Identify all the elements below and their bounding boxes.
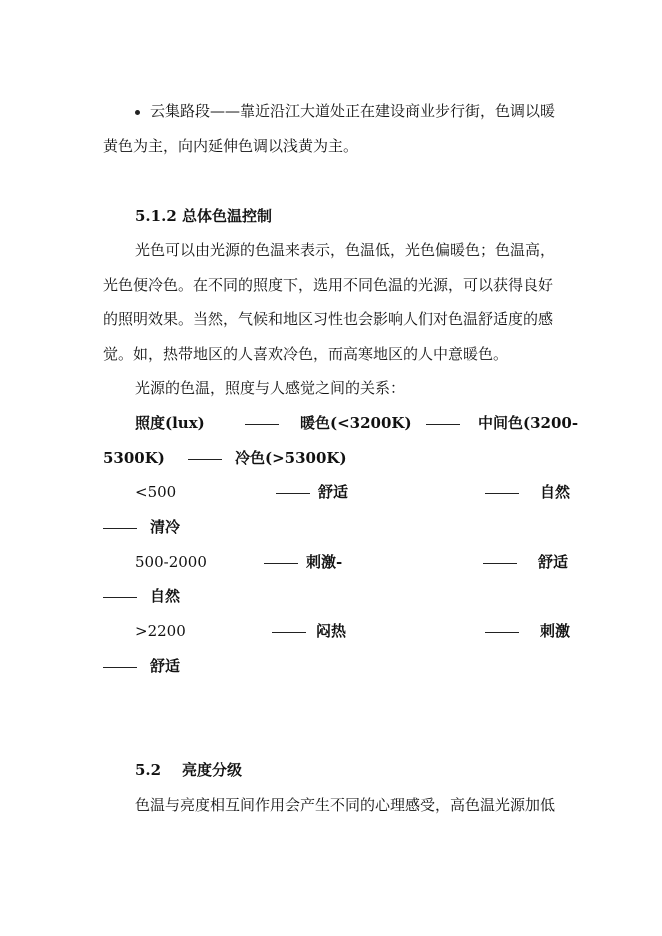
section-heading-512: 5.1.2 总体色温控制 — [135, 207, 272, 225]
dash — [103, 517, 137, 537]
header-mid-b: 5300K) — [103, 449, 165, 467]
header-cool: 冷色(>5300K) — [235, 449, 347, 467]
row-lux: 500-2000 — [135, 553, 207, 571]
header-lux: 照度(lux) — [135, 414, 205, 432]
dash — [264, 552, 298, 572]
bullet-icon — [135, 110, 140, 115]
dash — [245, 413, 279, 433]
row-mid: 自然 — [540, 483, 571, 501]
row-warm: 舒适 — [318, 483, 349, 501]
section-52-para: 色温与亮度相互间作用会产生不同的心理感受，高色温光源加低 — [135, 796, 556, 814]
bullet-line-2: 黄色为主，向内延伸色调以浅黄为主。 — [103, 137, 359, 155]
para1-line: 光色便冷色。在不同的照度下，选用不同色温的光源，可以获得良好 — [103, 276, 554, 294]
header-mid-a: 中间色(3200- — [478, 414, 579, 432]
section-number-52: 5.2 — [135, 761, 162, 779]
para2-line: 光源的色温，照度与人感觉之间的关系： — [135, 379, 406, 397]
header-warm: 暖色(<3200K) — [300, 414, 412, 432]
row-cool: 清冷 — [150, 518, 181, 536]
row-lux: >2200 — [135, 622, 186, 640]
para1-line: 光色可以由光源的色温来表示，色温低，光色偏暖色；色温高， — [135, 241, 556, 259]
row-lux: <500 — [135, 483, 177, 501]
dash — [103, 586, 137, 606]
dash — [272, 621, 306, 641]
dash — [483, 552, 517, 572]
row-cool: 舒适 — [150, 657, 181, 675]
dash — [188, 448, 222, 468]
dash — [276, 482, 310, 502]
bullet-line-1: 云集路段——靠近沿江大道处正在建设商业步行街，色调以暖 — [135, 101, 555, 121]
section-title-52: 亮度分级 — [182, 761, 243, 779]
dash — [485, 482, 519, 502]
row-cool: 自然 — [150, 587, 181, 605]
row-mid: 刺激 — [540, 622, 571, 640]
para1-line: 的照明效果。当然，气候和地区习性也会影响人们对色温舒适度的感 — [103, 310, 554, 328]
row-mid: 舒适 — [538, 553, 569, 571]
dash — [103, 656, 137, 676]
para1-line: 觉。如，热带地区的人喜欢冷色，而高寒地区的人中意暖色。 — [103, 345, 509, 363]
dash — [485, 621, 519, 641]
row-warm: 刺激- — [306, 553, 343, 571]
dash — [426, 413, 460, 433]
row-warm: 闷热 — [316, 622, 347, 640]
